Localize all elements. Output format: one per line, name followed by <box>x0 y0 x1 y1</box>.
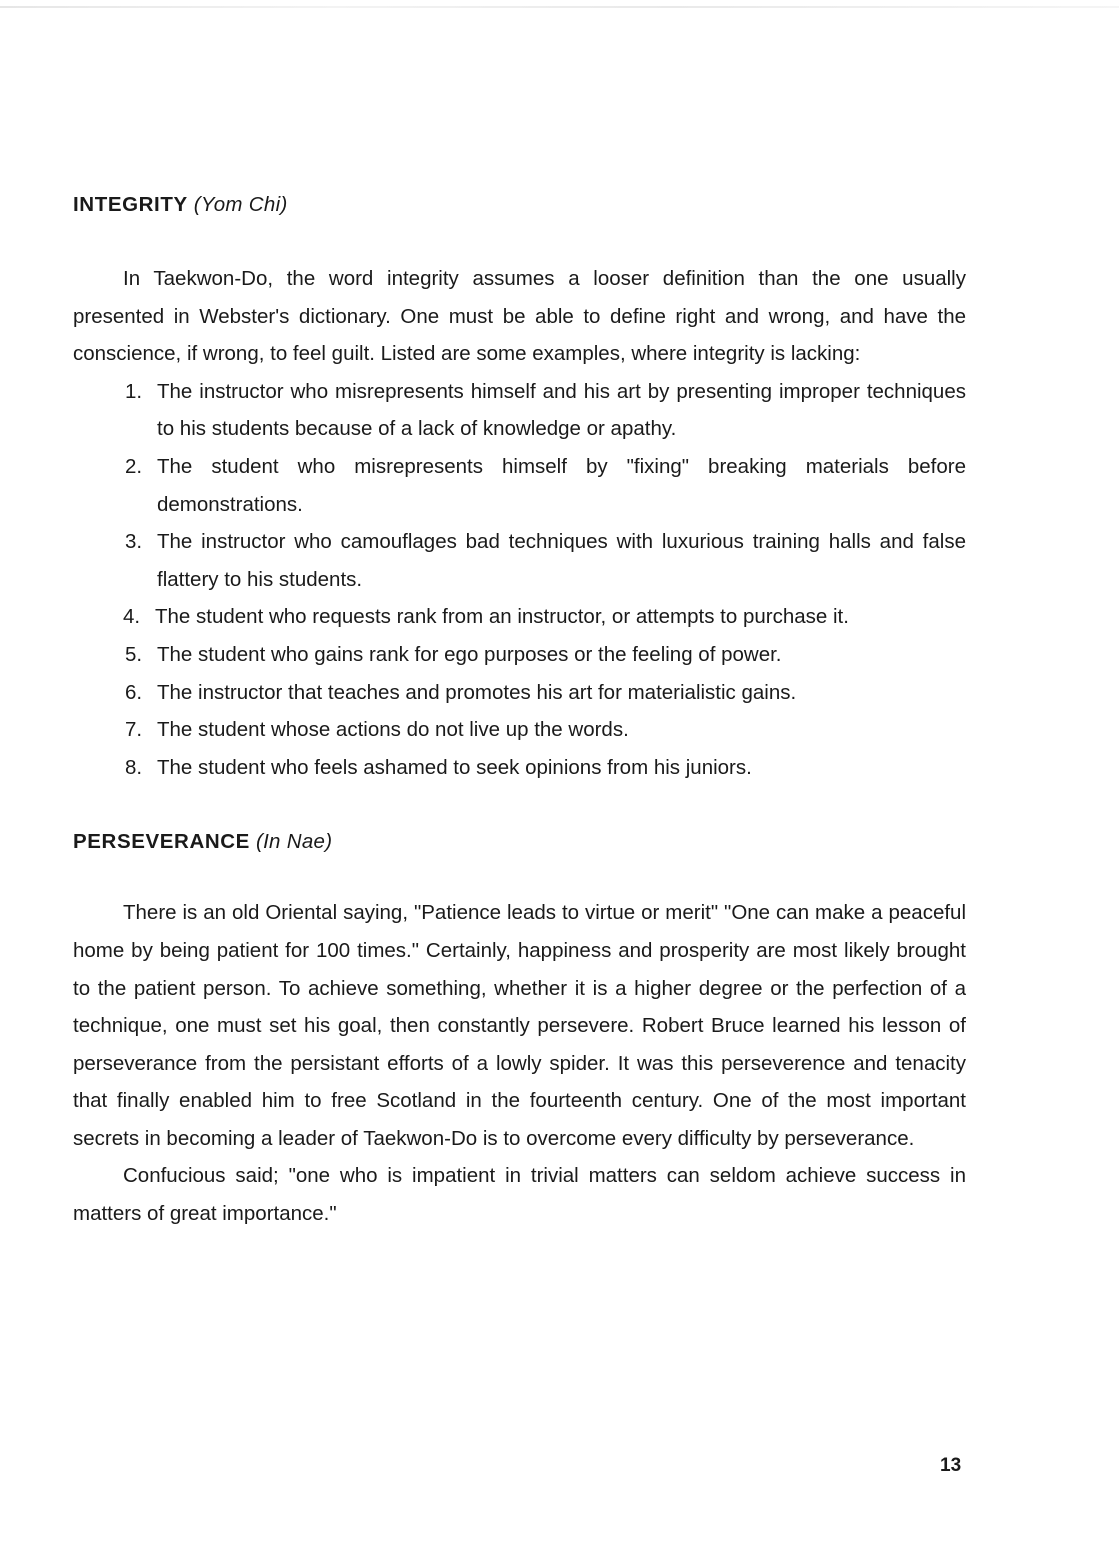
list-item-number: 4. <box>123 605 141 629</box>
perseverance-paragraph-2: Confucious said; "one who is impatient in trivial matters can seldom achieve success in matters of great importance." <box>73 1164 966 1226</box>
list-item-text: The student who misrepresents himself by "fixing" breaking materials before demonstrations. <box>157 454 966 516</box>
list-item-text: The instructor that teaches and promotes his art for materialistic gains. <box>157 680 797 704</box>
list-item <box>73 373 966 448</box>
list-item-text: The instructor who misrepresents himself and his art by presenting improper techniques to his students because of a lack of knowledge or apathy. <box>157 379 966 441</box>
list-item <box>73 711 966 749</box>
list-item-number: 7. <box>125 718 143 742</box>
integrity-intro: In Taekwon-Do, the word integrity assumes a looser definition than the one usually presented in Webster's dictionary. One must be able to define right and wrong, and have the conscience, if wrong, to feel guilt. Listed are some examples, where integrity is lacking: <box>73 267 966 366</box>
list-item-number: 2. <box>125 454 143 478</box>
list-item-number: 8. <box>125 755 143 779</box>
list-item-text: The instructor who camouflages bad techniques with luxurious training halls and false flattery to his students. <box>157 530 966 591</box>
list-item-number: 3. <box>125 530 143 554</box>
list-item-text: The student who gains rank for ego purposes or the feeling of power. <box>157 642 782 666</box>
list-item <box>73 448 966 523</box>
list-item <box>73 674 966 712</box>
list-item-number: 5. <box>125 642 143 666</box>
perseverance-paragraph-1: There is an old Oriental saying, "Patience leads to virtue or merit" "One can make a peaceful home by being patient for 100 times." Certainly, happiness and prosperity are most likely brought to the patient person. To achieve something, whether it is a higher degree or the perfection of a technique, one must set his goal, then constantly persevere. Robert Bruce learned his lesson of perseverance from the persistant efforts of a lowly spider. It was this perseverence and tenacity that finally enabled him to free Scotland in the fourteenth century. One of the most important secrets in becoming a leader of Taekwon-Do is to overcome every difficulty by perseverance. <box>73 901 966 1150</box>
perseverance-title: PERSEVERANCE <box>73 830 250 854</box>
list-item-text: The student whose actions do not live up the words. <box>157 718 629 742</box>
list-item <box>73 749 966 787</box>
page-number: 13 <box>940 1455 962 1476</box>
page-body <box>73 186 966 1233</box>
perseverance-subtitle: (In Nae) <box>255 830 333 854</box>
list-item-number: 6. <box>125 680 143 704</box>
list-item-number: 1. <box>125 379 143 403</box>
integrity-title: INTEGRITY <box>73 193 188 216</box>
perseverance-heading <box>73 823 966 860</box>
list-item <box>73 636 966 674</box>
integrity-subtitle: (Yom Chi) <box>193 193 288 216</box>
integrity-examples-list <box>73 373 966 787</box>
list-item <box>73 598 966 636</box>
integrity-heading <box>73 186 966 223</box>
list-item <box>73 523 966 598</box>
list-item-text: The student who requests rank from an instructor, or attempts to purchase it. <box>155 605 849 629</box>
list-item-text: The student who feels ashamed to seek opinions from his juniors. <box>157 755 752 779</box>
page-top-edge <box>0 6 1119 8</box>
